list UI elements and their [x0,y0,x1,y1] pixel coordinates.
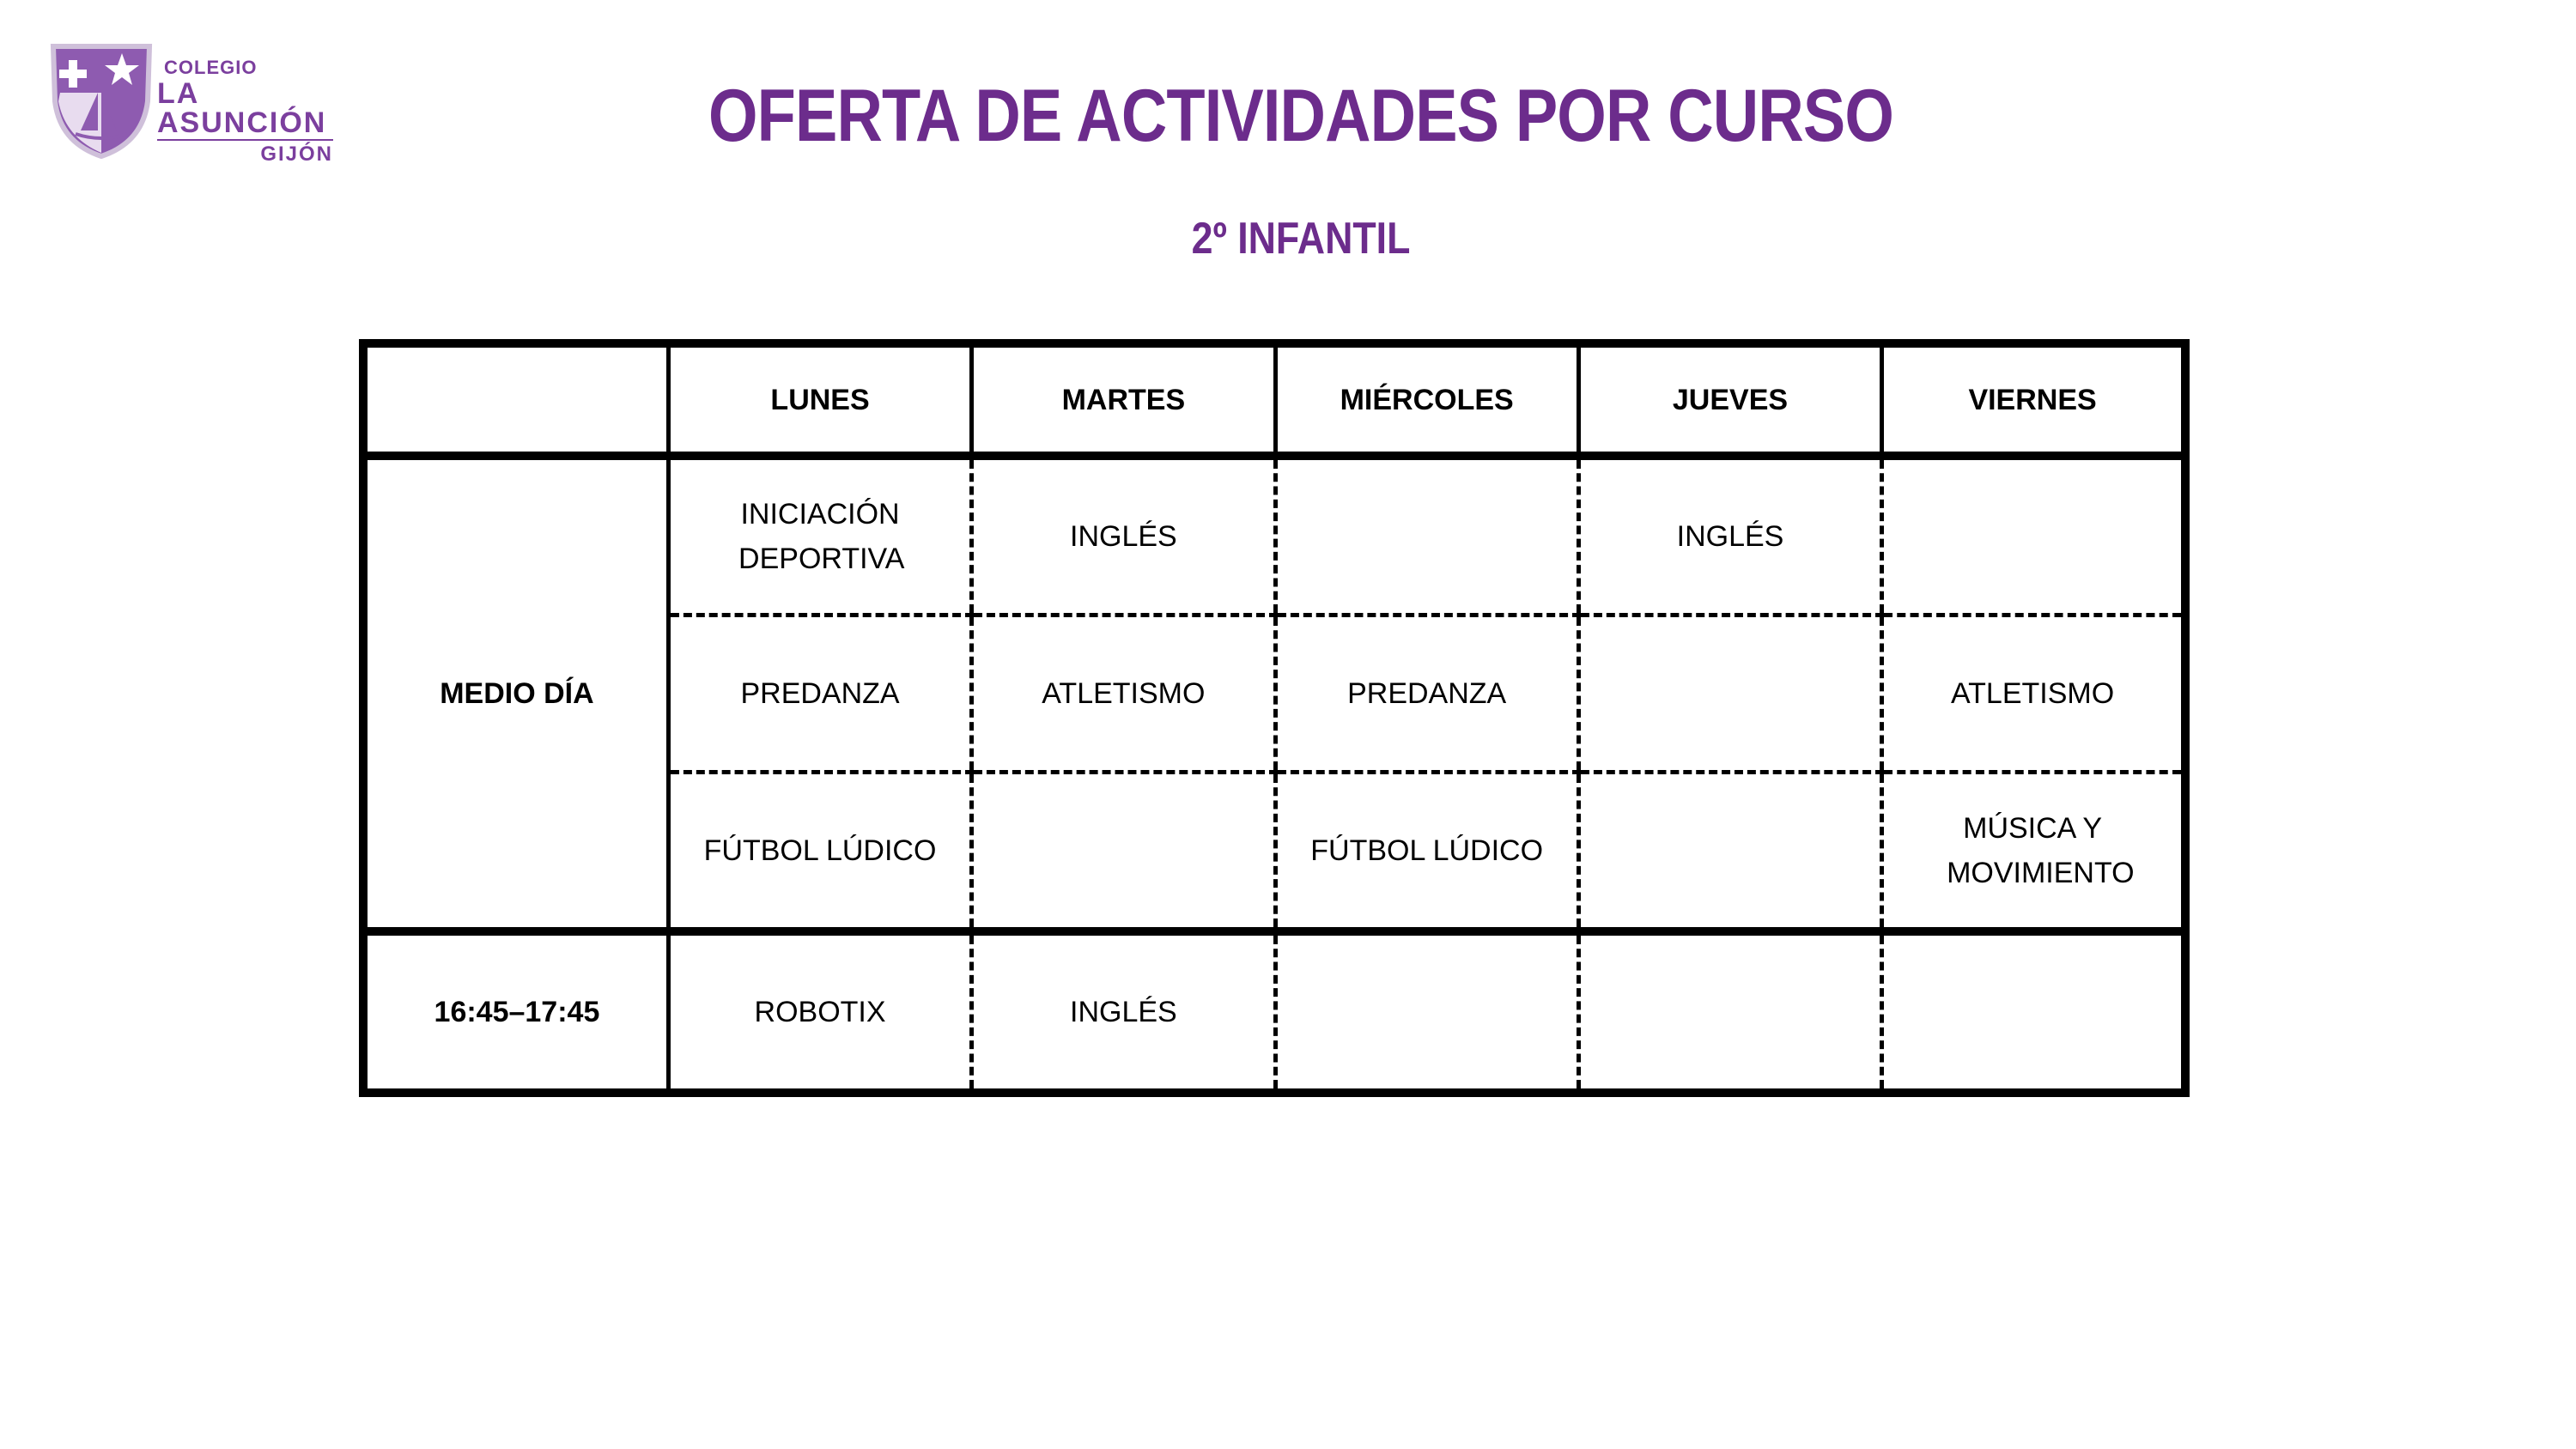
activity-cell [1578,773,1881,932]
activities-schedule-table [359,339,2190,1097]
activity-cell [1275,773,1578,932]
activity-cell [1578,931,1881,1093]
activity-cell [668,615,971,773]
logo-line-name: LA ASUNCIÓN [157,79,333,141]
activity-cell [1882,931,2185,1093]
activity-name: INGLÉS [1070,996,1177,1028]
activity-name: INICIACIÓN DEPORTIVA [738,498,905,575]
activity-name: ATLETISMO [1950,677,2115,710]
activity-name: ROBOTIX [754,996,886,1028]
activity-name: PREDANZA [740,677,900,710]
activity-name: ATLETISMO [1042,677,1206,710]
activity-cell [1275,456,1578,615]
activity-cell [668,773,971,932]
corner-cell [363,343,668,456]
day-header-martes: MARTES [972,343,1275,456]
row-label-afternoon-time: 16:45–17:45 [363,931,668,1093]
course-subtitle: 2º INFANTIL [1191,214,1411,264]
table-row [363,456,2185,615]
activity-cell [1882,456,2185,615]
row-label-medio-dia: MEDIO DÍA [363,456,668,931]
day-header-viernes: VIERNES [1882,343,2185,456]
logo-line-colegio: COLEGIO [164,57,258,78]
day-header-jueves: JUEVES [1578,343,1881,456]
activity-name: FÚTBOL LÚDICO [1310,834,1544,867]
activity-name: INGLÉS [1070,520,1177,553]
activity-cell [972,615,1275,773]
logo-line-city: GIJÓN [260,142,333,166]
activity-cell [668,456,971,615]
activity-cell [1578,456,1881,615]
activity-cell [1578,615,1881,773]
activity-name: PREDANZA [1347,677,1507,710]
activity-cell [1882,615,2185,773]
activity-cell [1275,615,1578,773]
activity-cell [972,773,1275,932]
activity-cell [972,931,1275,1093]
table-row [363,931,2185,1093]
activity-cell [1275,931,1578,1093]
activity-name: INGLÉS [1676,520,1784,553]
shield-crest-icon [50,41,153,160]
activity-cell [668,931,971,1093]
header-row [363,343,2185,456]
activity-cell [1882,773,2185,932]
activity-name: FÚTBOL LÚDICO [703,834,937,867]
page-title: OFERTA DE ACTIVIDADES POR CURSO [708,75,1894,157]
day-header-lunes: LUNES [668,343,971,456]
activity-name: MÚSICA Y MOVIMIENTO [1947,812,2135,889]
activity-cell [972,456,1275,615]
day-header-miercoles: MIÉRCOLES [1275,343,1578,456]
